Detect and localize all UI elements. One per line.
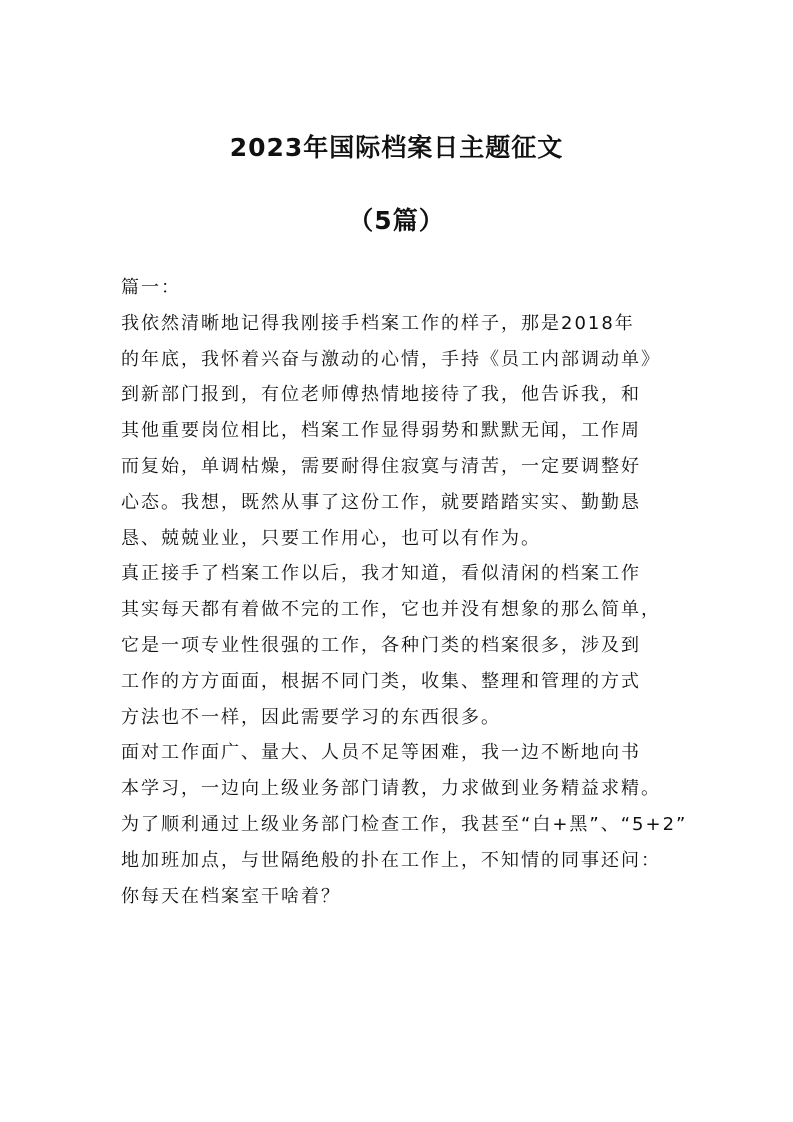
body-line: 我依然清晰地记得我刚接手档案工作的样子，那是2018年 [121, 312, 635, 334]
document-subtitle: （5篇） [348, 206, 445, 235]
document-title: 2023年国际档案日主题征文 [229, 133, 564, 162]
body-line: 其实每天都有着做不完的工作，它也并没有想象的那么简单， [121, 599, 661, 621]
body-line: 方法也不一样，因此需要学习的东西很多。 [121, 706, 501, 728]
body-line: 的年底，我怀着兴奋与激动的心情，手持《员工内部调动单》 [121, 348, 661, 370]
body-line: 你每天在档案室干啥着？ [121, 885, 341, 907]
body-line: 工作的方方面面，根据不同门类，收集、整理和管理的方式 [121, 670, 641, 692]
body-line: 心态。我想，既然从事了这份工作，就要踏踏实实、勤勤恳 [121, 491, 641, 513]
body-line: 为了顺利通过上级业务部门检查工作，我甚至“白+黑”、“5+2” [121, 813, 688, 835]
body-line: 真正接手了档案工作以后，我才知道，看似清闲的档案工作 [121, 563, 641, 585]
body-line: 面对工作面广、量大、人员不足等困难，我一边不断地向书 [121, 742, 641, 764]
body-line: 而复始，单调枯燥，需要耐得住寂寞与清苦，一定要调整好 [121, 455, 641, 477]
body-line: 地加班加点，与世隔绝般的扑在工作上，不知情的同事还问： [121, 849, 661, 871]
body-line: 本学习，一边向上级业务部门请教，力求做到业务精益求精。 [121, 778, 661, 800]
document-body [121, 270, 688, 914]
body-line: 其他重要岗位相比，档案工作显得弱势和默默无闻，工作周 [121, 420, 641, 442]
section-heading: 篇一： [121, 277, 181, 298]
body-line: 它是一项专业性很强的工作，各种门类的档案很多，涉及到 [121, 634, 641, 656]
body-line: 到新部门报到，有位老师傅热情地接待了我，他告诉我，和 [121, 384, 641, 406]
body-line: 恳、兢兢业业，只要工作用心，也可以有作为。 [121, 527, 541, 549]
